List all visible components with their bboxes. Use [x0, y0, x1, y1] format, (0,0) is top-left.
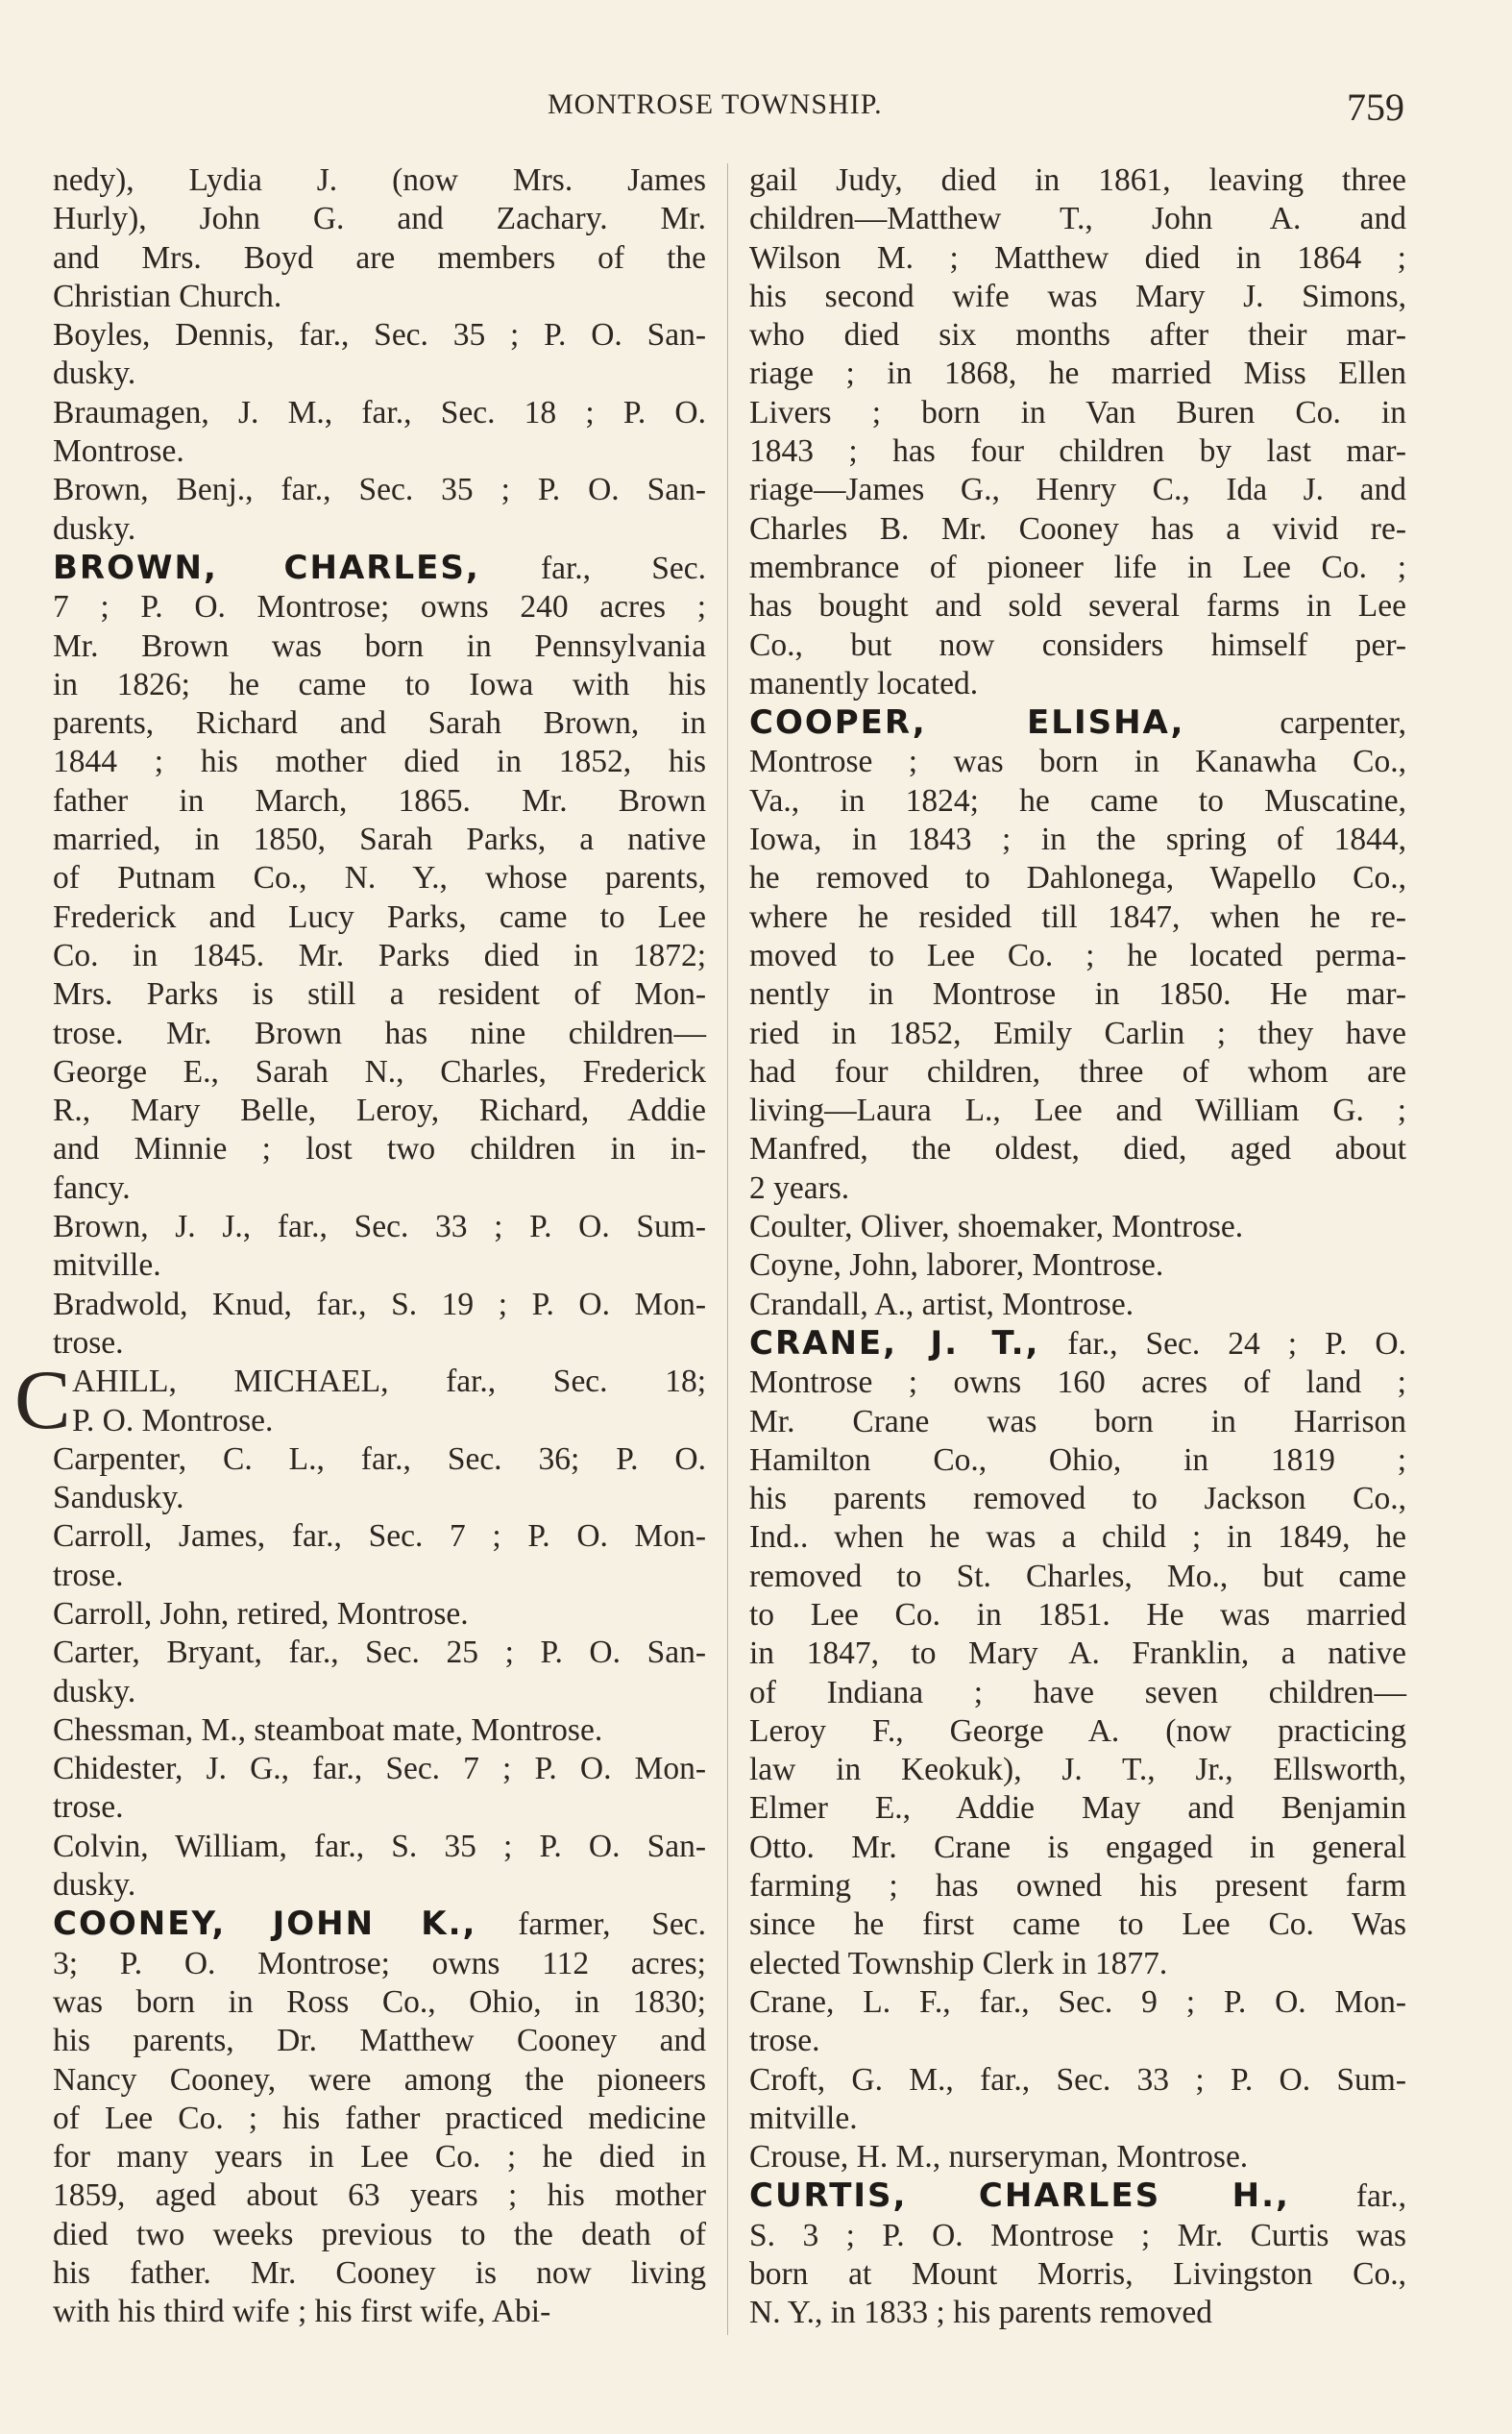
entry-line: since he first came to Lee Co. Was — [749, 1906, 1406, 1943]
directory-entry — [53, 1286, 706, 1364]
entry-line: elected Township Clerk in 1877. — [749, 1945, 1168, 1981]
entry-line: Ind.. when he was a child ; in 1849, he — [749, 1519, 1406, 1556]
directory-entry — [53, 161, 706, 316]
entry-text: far., Sec. 24 ; P. O. — [1039, 1325, 1406, 1362]
entry-line: 3; P. O. Montrose; owns 112 acres; — [53, 1945, 706, 1981]
entry-line: in 1826; he came to Iowa with his — [53, 666, 706, 702]
entry-name: COONEY, JOHN K., — [53, 1905, 477, 1944]
entry-line: gail Judy, died in 1861, leaving three — [749, 162, 1406, 198]
entry-line: Va., in 1824; he came to Muscatine, — [749, 782, 1406, 819]
entry-line: to Lee Co. in 1851. He was married — [749, 1596, 1406, 1633]
entry-line: Montrose. — [53, 433, 184, 470]
entry-line: Crane, L. F., far., Sec. 9 ; P. O. Mon- — [749, 1983, 1406, 2020]
entry-line: Leroy F., George A. (now practicing — [749, 1712, 1406, 1749]
entry-line: 1859, aged about 63 years ; his mother — [53, 2177, 706, 2214]
entry-line: trose. — [749, 2023, 820, 2059]
entry-line: 1844 ; his mother died in 1852, his — [53, 744, 706, 780]
entry-line: R., Mary Belle, Leroy, Richard, Addie — [53, 1093, 706, 1129]
entry-line: born at Mount Morris, Livingston Co., — [749, 2256, 1406, 2293]
entry-line: removed to St. Charles, Mo., but came — [749, 1558, 1406, 1594]
entry-line: Mr. Brown was born in Pennsylvania — [53, 627, 706, 664]
entry-line: riage—James G., Henry C., Ida J. and — [749, 472, 1406, 508]
directory-entry — [53, 316, 706, 394]
entry-line: ried in 1852, Emily Carlin ; they have — [749, 1015, 1406, 1051]
entry-line: living—Laura L., Lee and William G. ; — [749, 1093, 1406, 1129]
directory-entry — [53, 1440, 706, 1518]
entry-line: 2 years. — [749, 1169, 850, 1206]
directory-entry — [53, 394, 706, 472]
entry-line: trose. — [53, 1557, 124, 1593]
entry-line: nedy), Lydia J. (now Mrs. James — [53, 162, 706, 198]
directory-entry — [749, 1286, 1406, 1324]
entry-line: parents, Richard and Sarah Brown, in — [53, 705, 706, 742]
entry-line: Frederick and Lucy Parks, came to Lee — [53, 898, 706, 935]
entry-line: Crandall, A., artist, Montrose. — [749, 1286, 1134, 1322]
entry-line: Hurly), John G. and Zachary. Mr. — [53, 201, 706, 237]
directory-entry — [749, 161, 1406, 703]
entry-line: dusky. — [53, 356, 136, 392]
entry-line: Christian Church. — [53, 278, 282, 314]
directory-entry — [53, 1828, 706, 1905]
entry-name: CRANE, J. T., — [749, 1323, 1040, 1363]
entry-line: Colvin, William, far., S. 35 ; P. O. San- — [53, 1828, 706, 1864]
page-number: 759 — [1347, 86, 1404, 129]
entry-line: Co. in 1845. Mr. Parks died in 1872; — [53, 937, 706, 973]
entry-line: has bought and sold several farms in Lee — [749, 588, 1406, 625]
entry-text: carpenter, — [1184, 705, 1406, 742]
entry-line — [749, 1323, 1406, 1364]
entry-line: children—Matthew T., John A. and — [749, 201, 1406, 237]
running-title: MONTROSE TOWNSHIP. — [548, 88, 883, 120]
entry-line: of Lee Co. ; his father practiced medicine — [53, 2100, 706, 2136]
entry-line: married, in 1850, Sarah Parks, a native — [53, 822, 706, 858]
directory-entry — [749, 703, 1406, 1208]
entry-line: Co., but now considers himself per- — [749, 627, 1406, 663]
entry-line — [749, 2176, 1406, 2216]
entry-line: Brown, J. J., far., Sec. 33 ; P. O. Sum- — [53, 1209, 706, 1245]
directory-entry — [53, 471, 706, 549]
entry-line: had four children, three of whom are — [749, 1053, 1406, 1090]
directory-entry — [53, 1208, 706, 1286]
entry-line — [53, 548, 707, 588]
column-divider — [727, 163, 728, 2335]
entry-text: far., — [1289, 2178, 1406, 2215]
entry-line: 1843 ; has four children by last mar- — [749, 433, 1406, 470]
entry-line: dusky. — [53, 1867, 136, 1904]
entry-line: Braumagen, J. M., far., Sec. 18 ; P. O. — [53, 394, 706, 430]
entry-line: trose. — [53, 1324, 124, 1361]
directory-entry — [749, 1983, 1406, 2061]
directory-entry — [749, 2138, 1406, 2176]
entry-line: Chidester, J. G., far., Sec. 7 ; P. O. Mon- — [53, 1751, 706, 1787]
entry-line: AHILL, MICHAEL, far., Sec. 18; — [72, 1364, 706, 1400]
left-column — [14, 161, 707, 2332]
entry-line: Otto. Mr. Crane is engaged in general — [749, 1829, 1406, 1865]
entry-text: far., Sec. — [479, 550, 707, 586]
entry-line: Montrose ; was born in Kanawha Co., — [749, 744, 1406, 780]
entry-line: Manfred, the oldest, died, aged about — [749, 1131, 1406, 1168]
entry-line: Charles B. Mr. Cooney has a vivid re- — [749, 510, 1406, 547]
entry-line: 7 ; P. O. Montrose; owns 240 acres ; — [53, 589, 706, 626]
directory-entry — [53, 1517, 706, 1595]
entry-line: Wilson M. ; Matthew died in 1864 ; — [749, 239, 1406, 276]
entry-line: Carroll, James, far., Sec. 7 ; P. O. Mon- — [53, 1518, 706, 1555]
entry-line: Hamilton Co., Ohio, in 1819 ; — [749, 1441, 1406, 1478]
entry-line: trose. — [53, 1789, 124, 1826]
entry-line: law in Keokuk), J. T., Jr., Ellsworth, — [749, 1752, 1406, 1788]
entry-line: nently in Montrose in 1850. He mar- — [749, 976, 1406, 1013]
entry-line: was born in Ross Co., Ohio, in 1830; — [53, 1983, 706, 2020]
entry-name: BROWN, CHARLES, — [53, 548, 480, 587]
entry-line: Coulter, Oliver, shoemaker, Montrose. — [749, 1209, 1244, 1245]
entry-line: Bradwold, Knud, far., S. 19 ; P. O. Mon- — [53, 1286, 706, 1322]
entry-line: Boyles, Dennis, far., Sec. 35 ; P. O. San- — [53, 317, 706, 354]
entry-line: Carter, Bryant, far., Sec. 25 ; P. O. San- — [53, 1635, 706, 1671]
entry-line: manently located. — [749, 665, 979, 701]
directory-entry — [749, 1208, 1406, 1246]
entry-line: Brown, Benj., far., Sec. 35 ; P. O. San- — [53, 472, 706, 508]
entry-line: in 1847, to Mary A. Franklin, a native — [749, 1635, 1406, 1672]
entry-line: and Minnie ; lost two children in in- — [53, 1131, 706, 1168]
entry-line: Elmer E., Addie May and Benjamin — [749, 1790, 1406, 1827]
entry-line: membrance of pioneer life in Lee Co. ; — [749, 549, 1406, 585]
entry-line: dusky. — [53, 1673, 136, 1709]
drop-cap: C — [14, 1354, 71, 1448]
entry-line: Mr. Crane was born in Harrison — [749, 1403, 1406, 1439]
entry-line: his parents, Dr. Matthew Cooney and — [53, 2023, 706, 2059]
entry-line: Chessman, M., steamboat mate, Montrose. — [53, 1711, 603, 1748]
directory-entry — [53, 1595, 706, 1634]
entry-name: CURTIS, CHARLES H., — [749, 2176, 1290, 2216]
entry-line: N. Y., in 1833 ; his parents removed — [749, 2295, 1212, 2331]
entry-line: farming ; has owned his present farm — [749, 1868, 1406, 1905]
entry-line: Mrs. Parks is still a resident of Mon- — [53, 976, 706, 1013]
entry-line: Nancy Cooney, were among the pioneers — [53, 2061, 706, 2098]
entry-line: Livers ; born in Van Buren Co. in — [749, 394, 1406, 430]
entry-line — [749, 703, 1406, 743]
directory-entry — [749, 1324, 1406, 1983]
entry-line: P. O. Montrose. — [72, 1402, 274, 1438]
entry-line: his parents removed to Jackson Co., — [749, 1481, 1406, 1517]
entry-line: of Putnam Co., N. Y., whose parents, — [53, 860, 706, 897]
entry-line: and Mrs. Boyd are members of the — [53, 239, 706, 276]
entry-line: moved to Lee Co. ; he located perma- — [749, 937, 1406, 973]
entry-line: Montrose ; owns 160 acres of land ; — [749, 1365, 1406, 1401]
entry-line: riage ; in 1868, he married Miss Ellen — [749, 356, 1406, 392]
entry-line: his father. Mr. Cooney is now living — [53, 2255, 706, 2292]
entry-line: Carpenter, C. L., far., Sec. 36; P. O. — [53, 1440, 706, 1477]
entry-line: fancy. — [53, 1169, 131, 1206]
entry-line: Sandusky. — [53, 1480, 184, 1516]
entry-line: George E., Sarah N., Charles, Frederick — [53, 1053, 706, 1090]
entry-line: he removed to Dahlonega, Wapello Co., — [749, 860, 1406, 897]
directory-entry — [14, 1354, 706, 1448]
directory-entry — [53, 1905, 706, 2331]
entry-line: who died six months after their mar- — [749, 317, 1406, 354]
entry-line: Croft, G. M., far., Sec. 33 ; P. O. Sum- — [749, 2061, 1406, 2098]
entry-line: his second wife was Mary J. Simons, — [749, 278, 1406, 314]
right-column — [749, 161, 1406, 2333]
entry-line: Iowa, in 1843 ; in the spring of 1844, — [749, 822, 1406, 858]
directory-entry — [53, 1711, 706, 1750]
entry-line: where he resided till 1847, when he re- — [749, 898, 1406, 935]
entry-line: Coyne, John, laborer, Montrose. — [749, 1247, 1164, 1284]
directory-entry — [53, 1634, 706, 1711]
running-head — [0, 85, 1512, 133]
entry-line: S. 3 ; P. O. Montrose ; Mr. Curtis was — [749, 2217, 1406, 2253]
entry-text: farmer, Sec. — [476, 1906, 706, 1943]
entry-line: dusky. — [53, 510, 136, 547]
directory-entry — [53, 1750, 706, 1828]
entry-line: mitville. — [53, 1247, 161, 1284]
entry-line: trose. Mr. Brown has nine children— — [53, 1015, 706, 1051]
directory-entry — [749, 1246, 1406, 1285]
entry-line — [53, 1905, 706, 1944]
entry-line: mitville. — [749, 2100, 858, 2136]
entry-line: died two weeks previous to the death of — [53, 2216, 706, 2252]
entry-line: of Indiana ; have seven children— — [749, 1674, 1406, 1710]
entry-line: Crouse, H. M., nurseryman, Montrose. — [749, 2139, 1249, 2176]
directory-entry — [749, 2176, 1406, 2332]
entry-line: Carroll, John, retired, Montrose. — [53, 1595, 469, 1632]
directory-entry — [749, 2061, 1406, 2139]
entry-line: with his third wife ; his first wife, Abi- — [53, 2294, 551, 2330]
entry-line: father in March, 1865. Mr. Brown — [53, 782, 706, 819]
entry-name: COOPER, ELISHA, — [749, 703, 1185, 743]
entry-line: for many years in Lee Co. ; he died in — [53, 2139, 706, 2176]
directory-entry — [53, 549, 706, 1208]
